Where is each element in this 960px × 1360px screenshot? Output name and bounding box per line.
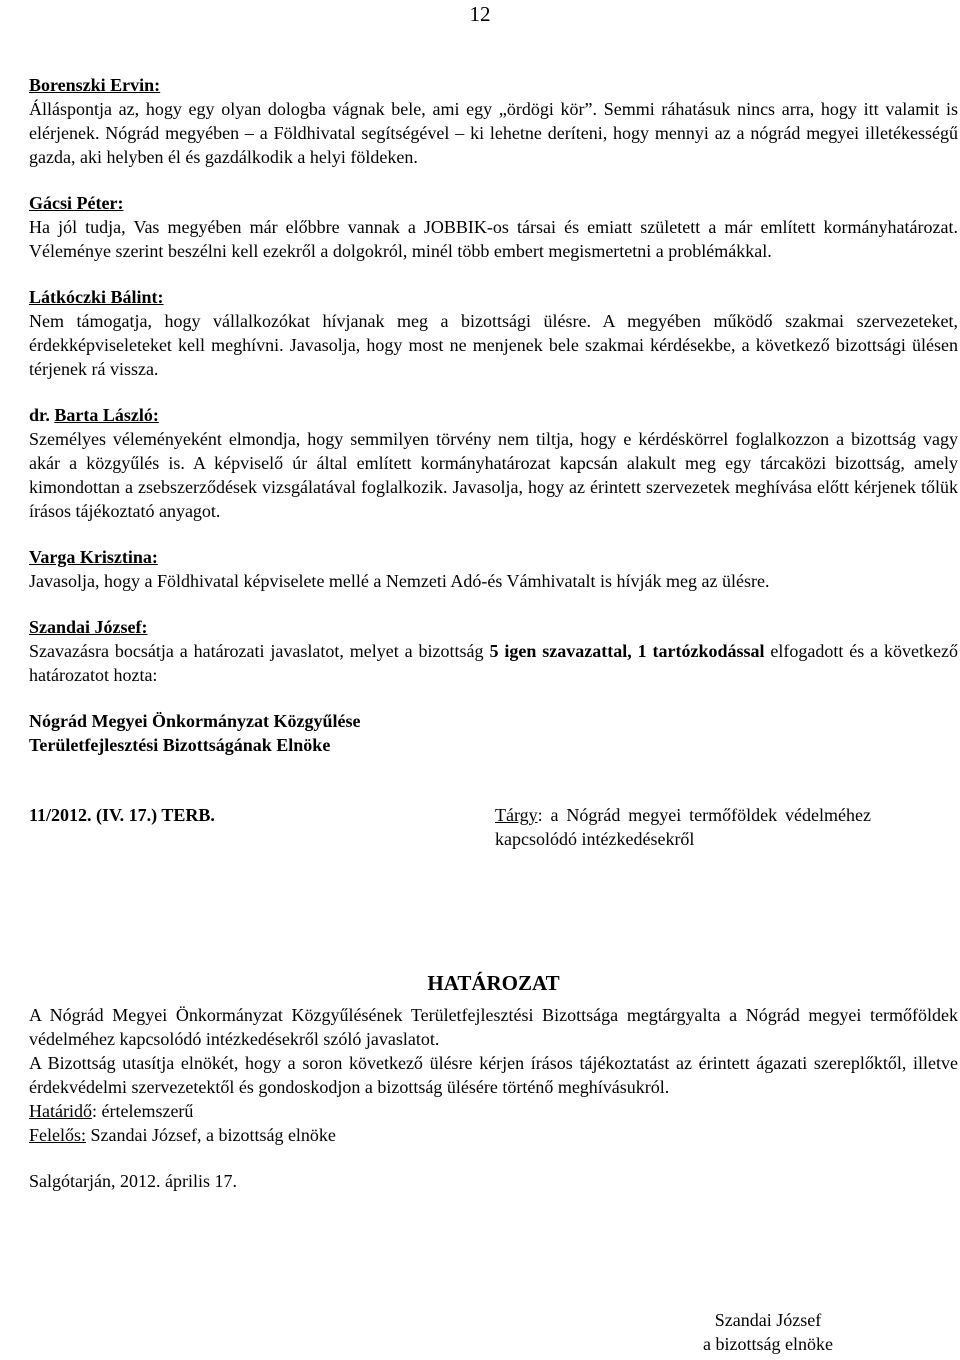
speech-text: Nem támogatja, hogy vállalkozókat hívjanak meg a bizottsági ülésre. A megyében működő szakmai szervezeteket, érdekképviseleteket kell meghívni. Javasolja, hogy most ne menjenek bele szakmai kérdésekbe, a következő bizottsági ülésen térjenek rá vissza. (29, 311, 958, 379)
committee-line1: Nógrád Megyei Önkormányzat Közgyűlése (29, 711, 361, 731)
speech-text: Javasolja, hogy a Földhivatal képviselete mellé a Nemzeti Adó-és Vámhivatalt is hívják meg az ülésre. (29, 571, 770, 591)
speech-block (29, 403, 958, 523)
document-body (29, 73, 958, 1193)
page-number: 12 (469, 2, 491, 26)
deadline (29, 1099, 958, 1123)
resolution-topic (495, 803, 871, 851)
speaker-name: Varga Krisztina: (29, 547, 158, 567)
speaker-name: Barta László: (54, 405, 159, 425)
speaker-name: Látkóczki Bálint: (29, 287, 164, 307)
signature-title: a bizottság elnöke (703, 1334, 833, 1354)
resolution-header (29, 803, 958, 851)
place-date: Salgótarján, 2012. április 17. (29, 1171, 237, 1191)
vote-text-b: elfogadott és a következő határozatot hozta: (29, 641, 958, 685)
speech-block (29, 615, 958, 687)
responsible-value: Szandai József, a bizottság elnöke (86, 1125, 336, 1145)
vote-result: 5 igen szavazattal, 1 tartózkodással (489, 641, 765, 661)
resolution-para2: A Bizottság utasítja elnökét, hogy a soron következő ülésre kérjen írásos tájékoztatást az érintett ágazati szereplőktől, illetve érdekvédelmi szervezetektől és gondoskodjon a bizottság ülésére történő meghívásukról. (29, 1053, 958, 1097)
speech-block (29, 285, 958, 381)
committee-line2: Területfejlesztési Bizottságának Elnöke (29, 735, 331, 755)
topic-label: Tárgy (495, 805, 538, 825)
resolution-para1: A Nógrád Megyei Önkormányzat Közgyűlésének Területfejlesztési Bizottsága megtárgyalta a Nógrád megyei termőföldek védelméhez kapcsolódó intézkedésekről szóló javaslatot. (29, 1005, 958, 1049)
deadline-label: Határidő (29, 1101, 92, 1121)
topic-text: : a Nógrád megyei termőföldek védelméhez kapcsolódó intézkedésekről (495, 805, 871, 849)
speaker-name: Szandai József: (29, 617, 148, 637)
speech-block (29, 545, 958, 593)
responsible-label: Felelős: (29, 1125, 86, 1145)
resolution-id: 11/2012. (IV. 17.) TERB. (29, 805, 215, 825)
resolution-title: HATÁROZAT (427, 971, 560, 995)
signature-name: Szandai József (714, 1310, 822, 1330)
speech-block (29, 191, 958, 263)
signature (688, 1308, 848, 1356)
vote-text-a: Szavazásra bocsátja a határozati javaslatot, melyet a bizottság (29, 641, 490, 661)
speech-block (29, 73, 958, 169)
deadline-value: : értelemszerű (91, 1101, 194, 1121)
speech-text (29, 639, 958, 687)
speech-text: Ha jól tudja, Vas megyében már előbbre vannak a JOBBIK-os társai és emiatt született a már említett kormányhatározat. Véleménye szerint beszélni kell ezekről a dolgokról, minél több embert megismertetni a problémákkal. (29, 217, 958, 261)
speech-text: Személyes véleményeként elmondja, hogy semmilyen törvény nem tiltja, hogy e kérdéskörrel foglalkozzon a bizottság vagy akár a közgyűlés is. A képviselő úr által említett kormányhatározat kapcsán alakult meg egy tárcaközi bizottság, amely kimondottan a zsebszerződések vizsgálatával foglalkozik. Javasolja, hogy az érintett szervezetek meghívása előtt kérjenek tőlük írásos tájékoztató anyagot. (29, 429, 958, 521)
speaker-prefix: dr. (29, 405, 50, 425)
responsible (29, 1123, 958, 1147)
speaker-name: Borenszki Ervin: (29, 75, 161, 95)
speaker-heading (29, 403, 958, 427)
speech-text: Álláspontja az, hogy egy olyan dologba vágnak bele, ami egy „ördögi kör”. Semmi ráhatásuk nincs arra, hogy itt valamit is elérjenek. Nógrád megyében – a Földhivatal segítségével – ki lehetne deríteni, hogy mennyi az a nógrád megyei illetékességű gazda, aki helyben él és gazdálkodik a helyi földeken. (29, 99, 958, 167)
speaker-name: Gácsi Péter: (29, 193, 124, 213)
